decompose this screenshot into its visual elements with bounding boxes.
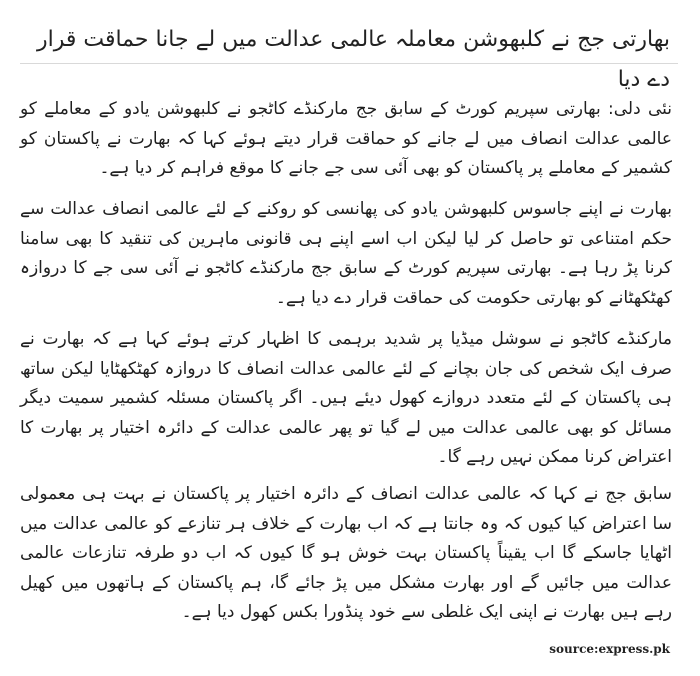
source-credit: source:express.pk [549,642,670,656]
article-paragraph-1: نئی دلی: بھارتی سپریم کورٹ کے سابق جج مارکنڈے کاٹجو نے کلبھوشن یادو کے معاملے کو عالمی عدالت انصاف میں لے جانے کو حماقت قرار دیتے ہوئے کہا کہ بھارت نے پاکستان کو کشمیر کے معاملے پر پاکستان کو بھی آئی سی جے جانے کا موقع فراہم کر دیا ہے۔ [20,99,672,178]
article-paragraph-4: سابق جج نے کہا کہ عالمی عدالت انصاف کے دائرہ اختیار پر پاکستان نے بہت ہی معمولی سا اعتراض کیا کیوں کہ وہ جانتا ہے کہ اب بھارت کے خلاف ہر تنازعے کو عالمی عدالت میں اٹھایا جاسکے گا اب یقیناً پاکستان بہت خوش ہو گا کیوں کہ اب دو طرفہ تنازعات عالمی عدالت میں جائیں گے اور بھارت مشکل میں پڑ جائے گا، ہم پاکستان کے ہاتھوں میں کھیل رہے ہیں بھارت نے اپنی ایک غلطی سے خود پنڈورا بکس کھول دیا ہے۔ [20,484,672,622]
headline-divider [20,63,678,64]
article-headline: بھارتی جج نے کلبھوشن معاملہ عالمی عدالت میں لے جانا حماقت قرار دے دیا [36,27,670,92]
article-paragraph-3: مارکنڈے کاٹجو نے سوشل میڈیا پر شدید برہمی کا اظہار کرتے ہوئے کہا ہے کہ بھارت نے صرف ایک شخص کی جان بچانے کے لئے عالمی عدالت انصاف کا دروازہ کھٹکھٹایا لیکن ساتھ ہی پاکستان کے لئے متعدد دروازے کھول دیئے ہیں۔ اگر پاکستان مسئلہ کشمیر سمیت دیگر مسائل کو بھی عالمی عدالت میں لے گیا تو پھر عالمی عدالت کے دائرہ اختیار پر بھارت کا اعتراض کرنا ممکن نہیں رہے گا۔ [20,329,672,467]
article-paragraph-2: بھارت نے اپنے جاسوس کلبھوشن یادو کی پھانسی کو روکنے کے لئے عالمی انصاف عدالت سے حکم امتناعی تو حاصل کر لیا لیکن اب اسے اپنے ہی قانونی ماہرین کی تنقید کا بھی سامنا کرنا پڑ رہا ہے۔ بھارتی سپریم کورٹ کے سابق جج مارکنڈے کاٹجو نے آئی سی جے کا دروازہ کھٹکھٹانے کو بھارتی حکومت کی حماقت قرار دے دیا ہے۔ [20,199,672,308]
